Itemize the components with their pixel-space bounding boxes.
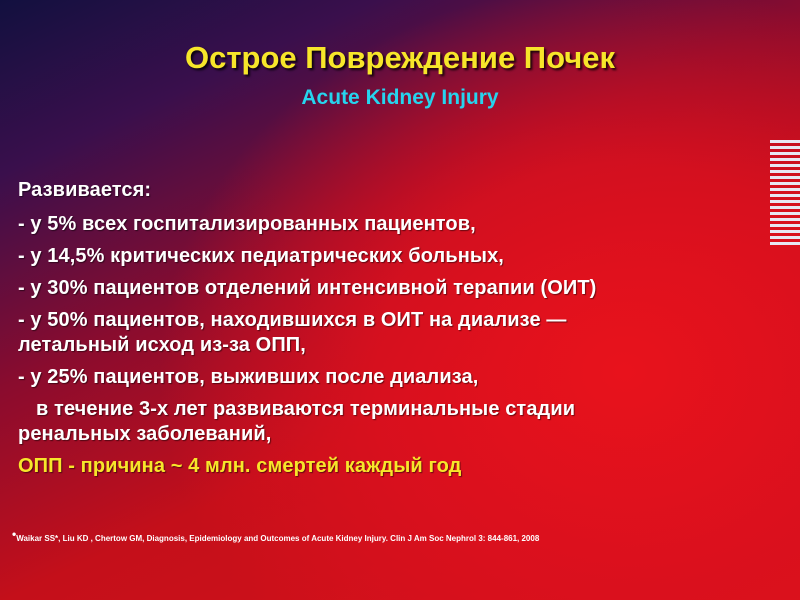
slide-subtitle: Acute Kidney Injury	[301, 86, 499, 109]
bullet-line: - у 25% пациентов, выживших после диализа,	[18, 366, 479, 388]
stripe	[770, 146, 800, 149]
stripe	[770, 170, 800, 173]
citation	[12, 527, 792, 544]
slide-title: Острое Повреждение Почек	[184, 40, 616, 75]
stripe	[770, 158, 800, 161]
bullet-line: - у 14,5% критических педиатрических больных,	[18, 245, 504, 267]
highlight-statement: ОПП - причина ~ 4 млн. смертей каждый год	[18, 455, 462, 477]
bullet-line-continuation: летальный исход из-за ОПП,	[18, 334, 306, 356]
citation-text: Waikar SS*, Liu KD , Chertow GM, Diagnosis, Epidemiology and Outcomes of Acute Kidney Injury. Clin J Am Soc Nephrol 3: 844-861, 2008	[16, 534, 540, 543]
citation-bullet: •	[12, 527, 17, 541]
stripe	[770, 140, 800, 143]
body-heading: Развивается:	[18, 179, 152, 201]
bullet-line-continuation: ренальных заболеваний,	[18, 423, 272, 445]
bullet-line: - у 50% пациентов, находившихся в ОИТ на диализе —	[18, 309, 567, 331]
bullet-line: - у 5% всех госпитализированных пациентов,	[18, 213, 476, 235]
bullet-line: - у 30% пациентов отделений интенсивной терапии (ОИТ)	[18, 277, 597, 299]
slide-body	[18, 178, 788, 486]
bullet-line-continuation: в течение 3-х лет развиваются терминальные стадии	[36, 398, 576, 420]
stripe	[770, 164, 800, 167]
stripe	[770, 152, 800, 155]
